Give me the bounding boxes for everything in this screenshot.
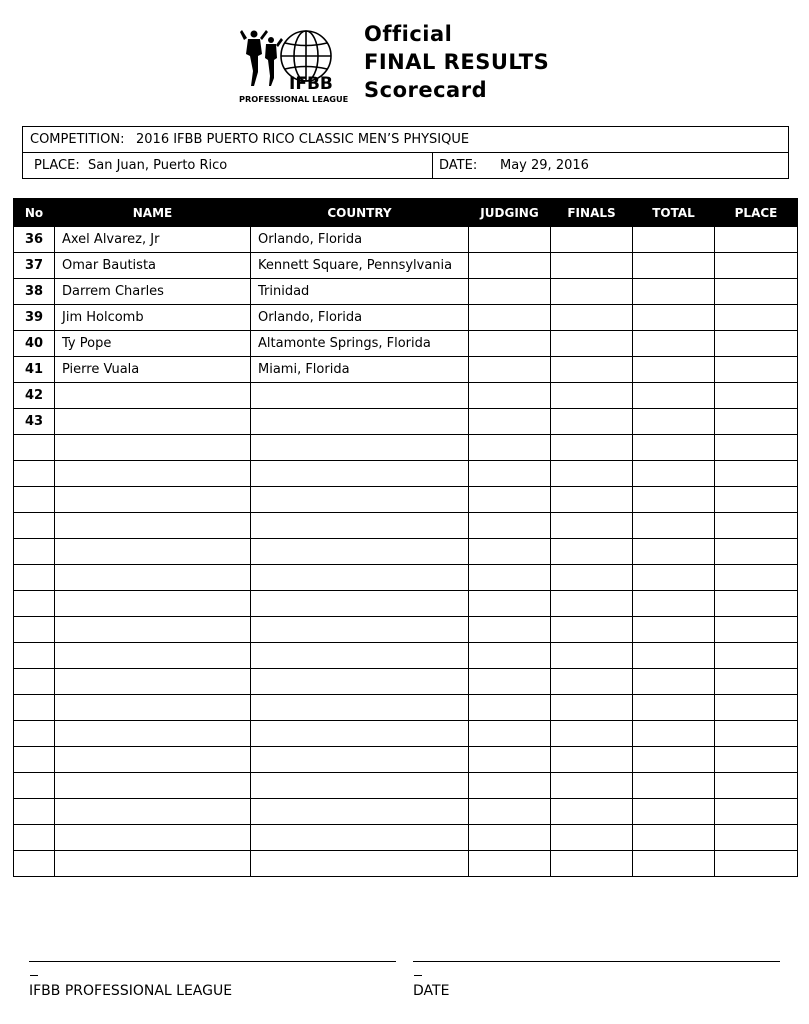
cell-judging (469, 721, 551, 747)
cell-total (633, 565, 715, 591)
cell-finals (551, 565, 633, 591)
cell-total (633, 539, 715, 565)
cell-no (14, 773, 55, 799)
cell-judging (469, 461, 551, 487)
table-row (14, 591, 798, 617)
signature-label-date: DATE (413, 983, 450, 999)
cell-place (715, 513, 798, 539)
cell-finals (551, 669, 633, 695)
cell-finals (551, 695, 633, 721)
cell-place (715, 539, 798, 565)
cell-name (55, 747, 251, 773)
cell-no (14, 799, 55, 825)
col-header-judging: JUDGING (469, 199, 551, 227)
cell-total (633, 383, 715, 409)
table-row (14, 227, 798, 253)
cell-country (251, 773, 469, 799)
cell-place (715, 695, 798, 721)
cell-no (14, 539, 55, 565)
cell-no: 40 (14, 331, 55, 357)
title-line-scorecard: Scorecard (364, 78, 488, 102)
cell-country: Trinidad (251, 279, 469, 305)
table-row (14, 851, 798, 877)
cell-place (715, 669, 798, 695)
cell-place (715, 305, 798, 331)
cell-country (251, 747, 469, 773)
cell-total (633, 721, 715, 747)
cell-no (14, 643, 55, 669)
table-row (14, 669, 798, 695)
cell-finals (551, 357, 633, 383)
cell-total (633, 851, 715, 877)
date-label: DATE: (439, 158, 478, 173)
cell-country (251, 487, 469, 513)
cell-total (633, 773, 715, 799)
competition-row (23, 127, 788, 153)
table-row (14, 305, 798, 331)
table-row (14, 799, 798, 825)
cell-name (55, 799, 251, 825)
cell-no (14, 487, 55, 513)
cell-no: 38 (14, 279, 55, 305)
competition-label: COMPETITION: (30, 132, 125, 147)
table-row (14, 565, 798, 591)
table-row (14, 461, 798, 487)
cell-place (715, 227, 798, 253)
cell-finals (551, 461, 633, 487)
cell-country (251, 461, 469, 487)
cell-total (633, 253, 715, 279)
bodybuilder-figures-icon (240, 30, 283, 86)
cell-country (251, 851, 469, 877)
cell-place (715, 253, 798, 279)
cell-name (55, 565, 251, 591)
cell-finals (551, 279, 633, 305)
cell-judging (469, 799, 551, 825)
cell-total (633, 357, 715, 383)
signature-mark-league (30, 975, 38, 976)
place-date-divider (432, 153, 433, 179)
cell-country (251, 383, 469, 409)
cell-country (251, 539, 469, 565)
cell-judging (469, 851, 551, 877)
title-line-official: Official (364, 22, 453, 46)
cell-place (715, 279, 798, 305)
results-table (13, 198, 798, 877)
cell-no: 43 (14, 409, 55, 435)
cell-name (55, 461, 251, 487)
cell-no (14, 721, 55, 747)
col-header-country: COUNTRY (251, 199, 469, 227)
logo-org-text: PROFESSIONAL LEAGUE (239, 94, 349, 104)
cell-judging (469, 435, 551, 461)
table-row (14, 409, 798, 435)
cell-place (715, 331, 798, 357)
cell-country (251, 617, 469, 643)
cell-country (251, 721, 469, 747)
cell-no: 42 (14, 383, 55, 409)
cell-total (633, 487, 715, 513)
cell-finals (551, 513, 633, 539)
cell-no (14, 851, 55, 877)
cell-name: Pierre Vuala (55, 357, 251, 383)
table-header-row (14, 199, 798, 227)
table-row (14, 539, 798, 565)
cell-judging (469, 253, 551, 279)
cell-name (55, 591, 251, 617)
cell-name (55, 669, 251, 695)
cell-country (251, 695, 469, 721)
table-row (14, 279, 798, 305)
cell-place (715, 721, 798, 747)
signature-mark-date (414, 975, 422, 976)
cell-country (251, 643, 469, 669)
cell-no (14, 695, 55, 721)
results-body (14, 227, 798, 877)
cell-place (715, 825, 798, 851)
place-date-row (23, 153, 788, 179)
cell-finals (551, 331, 633, 357)
table-row (14, 643, 798, 669)
cell-name (55, 383, 251, 409)
cell-finals (551, 721, 633, 747)
cell-judging (469, 591, 551, 617)
cell-judging (469, 539, 551, 565)
cell-name: Jim Holcomb (55, 305, 251, 331)
cell-no (14, 591, 55, 617)
cell-name (55, 539, 251, 565)
competition-value: 2016 IFBB PUERTO RICO CLASSIC MEN’S PHYSIQUE (136, 132, 470, 147)
cell-place (715, 747, 798, 773)
table-row (14, 721, 798, 747)
cell-no (14, 747, 55, 773)
date-value: May 29, 2016 (500, 158, 589, 173)
cell-no (14, 435, 55, 461)
cell-total (633, 669, 715, 695)
cell-name: Axel Alvarez, Jr (55, 227, 251, 253)
cell-judging (469, 669, 551, 695)
cell-judging (469, 227, 551, 253)
cell-no (14, 669, 55, 695)
cell-total (633, 643, 715, 669)
cell-judging (469, 331, 551, 357)
cell-country (251, 799, 469, 825)
cell-total (633, 409, 715, 435)
cell-judging (469, 773, 551, 799)
cell-country (251, 591, 469, 617)
cell-country (251, 825, 469, 851)
cell-place (715, 383, 798, 409)
cell-total (633, 435, 715, 461)
cell-total (633, 331, 715, 357)
cell-total (633, 513, 715, 539)
cell-name (55, 435, 251, 461)
cell-judging (469, 279, 551, 305)
table-row (14, 253, 798, 279)
col-header-total: TOTAL (633, 199, 715, 227)
table-row (14, 513, 798, 539)
place-value: San Juan, Puerto Rico (88, 158, 228, 173)
title-line-final-results: FINAL RESULTS (364, 50, 550, 74)
cell-finals (551, 409, 633, 435)
cell-judging (469, 409, 551, 435)
cell-finals (551, 617, 633, 643)
cell-judging (469, 695, 551, 721)
cell-name (55, 643, 251, 669)
table-row (14, 383, 798, 409)
competition-info-box (22, 126, 789, 179)
cell-judging (469, 357, 551, 383)
cell-no: 39 (14, 305, 55, 331)
cell-finals (551, 747, 633, 773)
signature-line-date (413, 961, 780, 962)
cell-name (55, 851, 251, 877)
table-row (14, 357, 798, 383)
cell-judging (469, 513, 551, 539)
cell-total (633, 279, 715, 305)
col-header-no: No (14, 199, 55, 227)
cell-finals (551, 851, 633, 877)
cell-no (14, 617, 55, 643)
cell-name (55, 617, 251, 643)
cell-country: Kennett Square, Pennsylvania (251, 253, 469, 279)
table-row (14, 747, 798, 773)
cell-country: Miami, Florida (251, 357, 469, 383)
cell-judging (469, 643, 551, 669)
cell-finals (551, 253, 633, 279)
cell-finals (551, 305, 633, 331)
cell-no: 37 (14, 253, 55, 279)
cell-name (55, 409, 251, 435)
cell-judging (469, 383, 551, 409)
cell-finals (551, 539, 633, 565)
col-header-finals: FINALS (551, 199, 633, 227)
cell-no: 36 (14, 227, 55, 253)
cell-finals (551, 227, 633, 253)
cell-place (715, 565, 798, 591)
cell-place (715, 591, 798, 617)
table-row (14, 331, 798, 357)
cell-finals (551, 383, 633, 409)
cell-total (633, 799, 715, 825)
cell-name (55, 721, 251, 747)
cell-total (633, 695, 715, 721)
ifbb-logo (234, 26, 354, 106)
cell-finals (551, 825, 633, 851)
cell-place (715, 643, 798, 669)
cell-country (251, 409, 469, 435)
cell-name (55, 513, 251, 539)
place-label: PLACE: (34, 158, 80, 173)
cell-judging (469, 565, 551, 591)
cell-total (633, 747, 715, 773)
cell-place (715, 617, 798, 643)
cell-judging (469, 487, 551, 513)
cell-no (14, 461, 55, 487)
cell-place (715, 773, 798, 799)
table-row (14, 435, 798, 461)
scorecard-title (364, 20, 549, 104)
cell-finals (551, 591, 633, 617)
cell-total (633, 227, 715, 253)
signature-label-league: IFBB PROFESSIONAL LEAGUE (29, 983, 233, 999)
cell-place (715, 409, 798, 435)
cell-country (251, 669, 469, 695)
cell-name (55, 695, 251, 721)
cell-name: Ty Pope (55, 331, 251, 357)
cell-name: Darrem Charles (55, 279, 251, 305)
cell-judging (469, 747, 551, 773)
cell-name (55, 487, 251, 513)
cell-total (633, 305, 715, 331)
cell-place (715, 461, 798, 487)
table-row (14, 487, 798, 513)
cell-total (633, 461, 715, 487)
cell-judging (469, 617, 551, 643)
cell-country (251, 565, 469, 591)
cell-no (14, 565, 55, 591)
cell-total (633, 617, 715, 643)
table-row (14, 825, 798, 851)
cell-place (715, 357, 798, 383)
cell-no: 41 (14, 357, 55, 383)
cell-country: Altamonte Springs, Florida (251, 331, 469, 357)
table-row (14, 617, 798, 643)
logo-mark-text: IFBB (289, 74, 333, 94)
signature-line-league (29, 961, 396, 962)
cell-finals (551, 799, 633, 825)
cell-country (251, 513, 469, 539)
cell-place (715, 851, 798, 877)
cell-total (633, 591, 715, 617)
cell-place (715, 435, 798, 461)
cell-finals (551, 773, 633, 799)
cell-name: Omar Bautista (55, 253, 251, 279)
cell-finals (551, 643, 633, 669)
cell-total (633, 825, 715, 851)
cell-place (715, 487, 798, 513)
cell-finals (551, 487, 633, 513)
table-row (14, 695, 798, 721)
cell-country: Orlando, Florida (251, 227, 469, 253)
cell-judging (469, 305, 551, 331)
cell-name (55, 825, 251, 851)
col-header-name: NAME (55, 199, 251, 227)
cell-finals (551, 435, 633, 461)
cell-country: Orlando, Florida (251, 305, 469, 331)
cell-judging (469, 825, 551, 851)
cell-country (251, 435, 469, 461)
col-header-place: PLACE (715, 199, 798, 227)
cell-place (715, 799, 798, 825)
cell-name (55, 773, 251, 799)
table-row (14, 773, 798, 799)
cell-no (14, 513, 55, 539)
cell-no (14, 825, 55, 851)
